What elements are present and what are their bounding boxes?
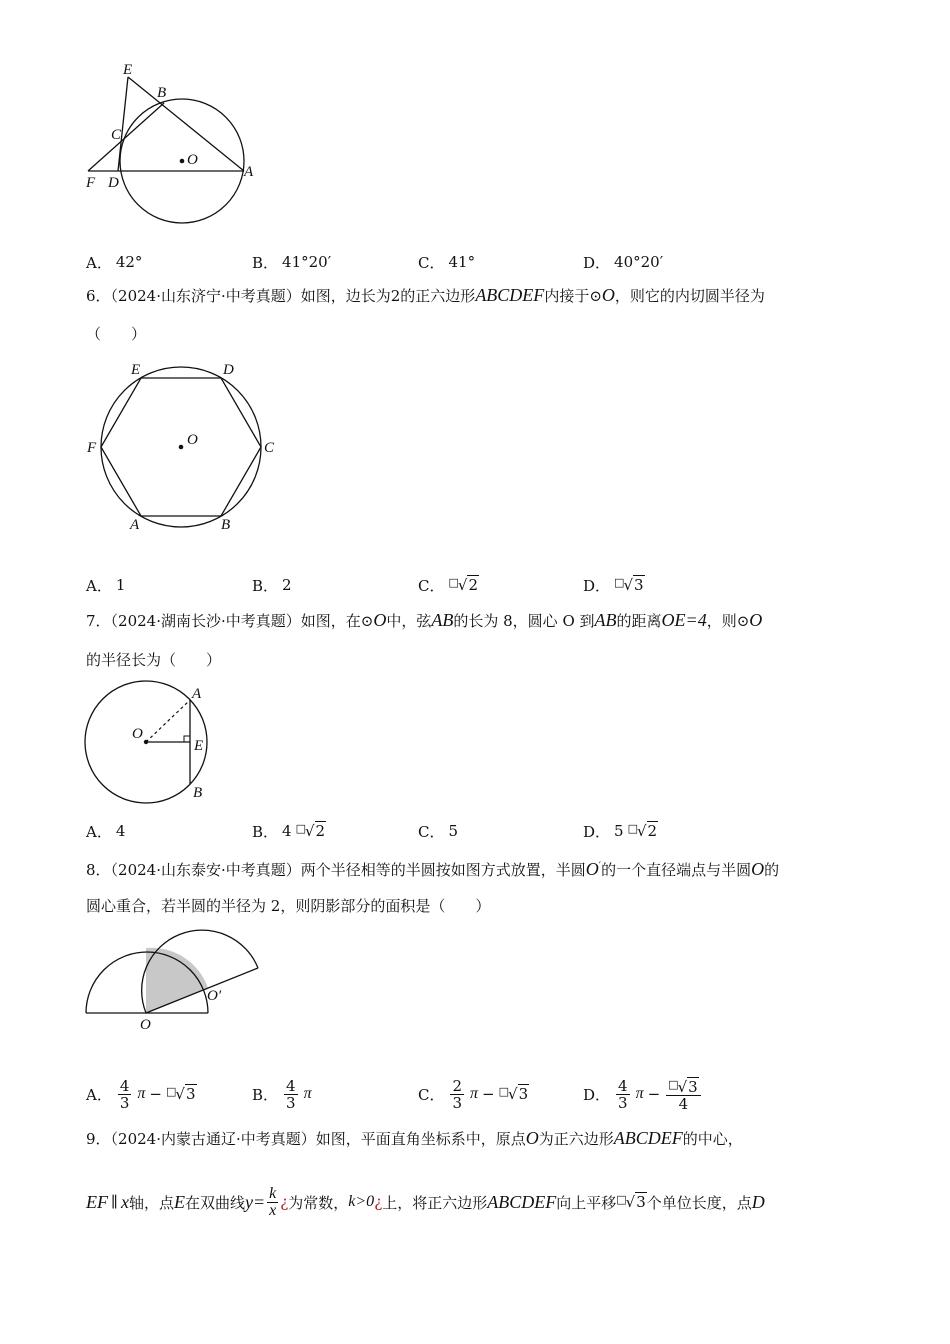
label-o: O bbox=[187, 152, 198, 168]
q9-stem-line2: EF ∥ x 轴，点 E 在双曲线 y= $\frac{k}{x}$ ¿ 为常数， k>0 ¿ 上，将正六边形 ABCDEF 向上平移 □√3 个单位长度，点 D bbox=[86, 1184, 765, 1219]
right-angle-mark bbox=[184, 736, 190, 742]
q8-option-b[interactable]: B． $\frac{4}{3}$ π bbox=[252, 1076, 312, 1112]
q6-option-b[interactable]: B． 2 bbox=[252, 576, 292, 595]
label-o: O bbox=[187, 432, 198, 448]
center-dot bbox=[179, 445, 184, 450]
label-d: D bbox=[108, 175, 119, 191]
label-o: O bbox=[140, 1017, 151, 1033]
q5-option-b[interactable]: B． 41°20′ bbox=[252, 253, 332, 272]
q7-option-a[interactable]: A． 4 bbox=[86, 822, 126, 841]
q5-option-c[interactable]: C． 41° bbox=[418, 253, 476, 272]
figure-q7-chord bbox=[80, 680, 220, 805]
label-a: A bbox=[130, 517, 140, 533]
segment-oa-dashed bbox=[146, 700, 190, 742]
label-o-prime: O′ bbox=[207, 988, 222, 1004]
q9-stem: 9．（2024·内蒙古通辽·中考真题）如图，平面直角坐标系中，原点O为正六边形ABCDEF的中心， bbox=[86, 1128, 743, 1148]
line-ed bbox=[118, 77, 128, 171]
q7-stem-line2: 的半径长为（ ） bbox=[86, 651, 222, 669]
q5-option-d[interactable]: D． 40°20′ bbox=[583, 253, 664, 272]
q8-option-c[interactable]: C． $\frac{2}{3}$ π − □√3 bbox=[418, 1076, 529, 1112]
figure-q5-triangle-circle bbox=[80, 55, 270, 235]
figure-q6-hexagon bbox=[80, 355, 280, 540]
q8-stem-line2: 圆心重合，若半圆的半径为 2，则阴影部分的面积是（ ） bbox=[86, 897, 491, 915]
label-d: D bbox=[223, 362, 234, 378]
label-a: A bbox=[244, 164, 254, 180]
label-f: F bbox=[86, 175, 96, 191]
center-dot bbox=[144, 740, 148, 744]
q5-option-a[interactable]: A． 42° bbox=[86, 253, 143, 272]
q8-option-d[interactable]: D． $\frac{4}{3}$ π − $\frac{^□√3}{4}$ bbox=[583, 1074, 703, 1114]
label-c: C bbox=[111, 127, 122, 143]
label-b: B bbox=[157, 85, 167, 101]
q7-stem: 7．（2024·湖南长沙·中考真题）如图，在⊙O中，弦AB的长为 8，圆心 O 到AB的距离OE=4，则⊙O bbox=[86, 610, 763, 630]
label-a: A bbox=[192, 686, 202, 702]
q6-option-d[interactable]: D． □√3 bbox=[583, 576, 644, 595]
label-e: E bbox=[131, 362, 141, 378]
label-b: B bbox=[193, 785, 203, 801]
label-b: B bbox=[221, 517, 231, 533]
q6-option-a[interactable]: A． 1 bbox=[86, 576, 126, 595]
line-fe bbox=[88, 103, 164, 171]
label-c: C bbox=[264, 440, 275, 456]
center-dot bbox=[180, 159, 185, 164]
label-o: O bbox=[132, 726, 143, 742]
q6-blank: （ ） bbox=[86, 325, 147, 343]
q6-option-c[interactable]: C． □√2 bbox=[418, 576, 478, 595]
q8-option-a[interactable]: A． $\frac{4}{3}$ π − □√3 bbox=[86, 1076, 196, 1112]
q7-option-d[interactable]: D． 5 □√2 bbox=[583, 822, 658, 841]
q7-option-c[interactable]: C． 5 bbox=[418, 822, 459, 841]
q7-option-b[interactable]: B． 4 □√2 bbox=[252, 822, 326, 841]
q6-stem: 6．（2024·山东济宁·中考真题）如图，边长为2的正六边形ABCDEF内接于⊙O，则它的内切圆半径为 bbox=[86, 285, 765, 305]
q8-stem: 8．（2024·山东泰安·中考真题）两个半径相等的半圆按如图方式放置，半圆O′的一个直径端点与半圆O的 bbox=[86, 859, 780, 879]
line-ea bbox=[128, 77, 244, 171]
label-e: E bbox=[123, 62, 133, 78]
figure-q8-semicircles bbox=[80, 925, 270, 1035]
label-f: F bbox=[87, 440, 97, 456]
label-e: E bbox=[194, 738, 204, 754]
